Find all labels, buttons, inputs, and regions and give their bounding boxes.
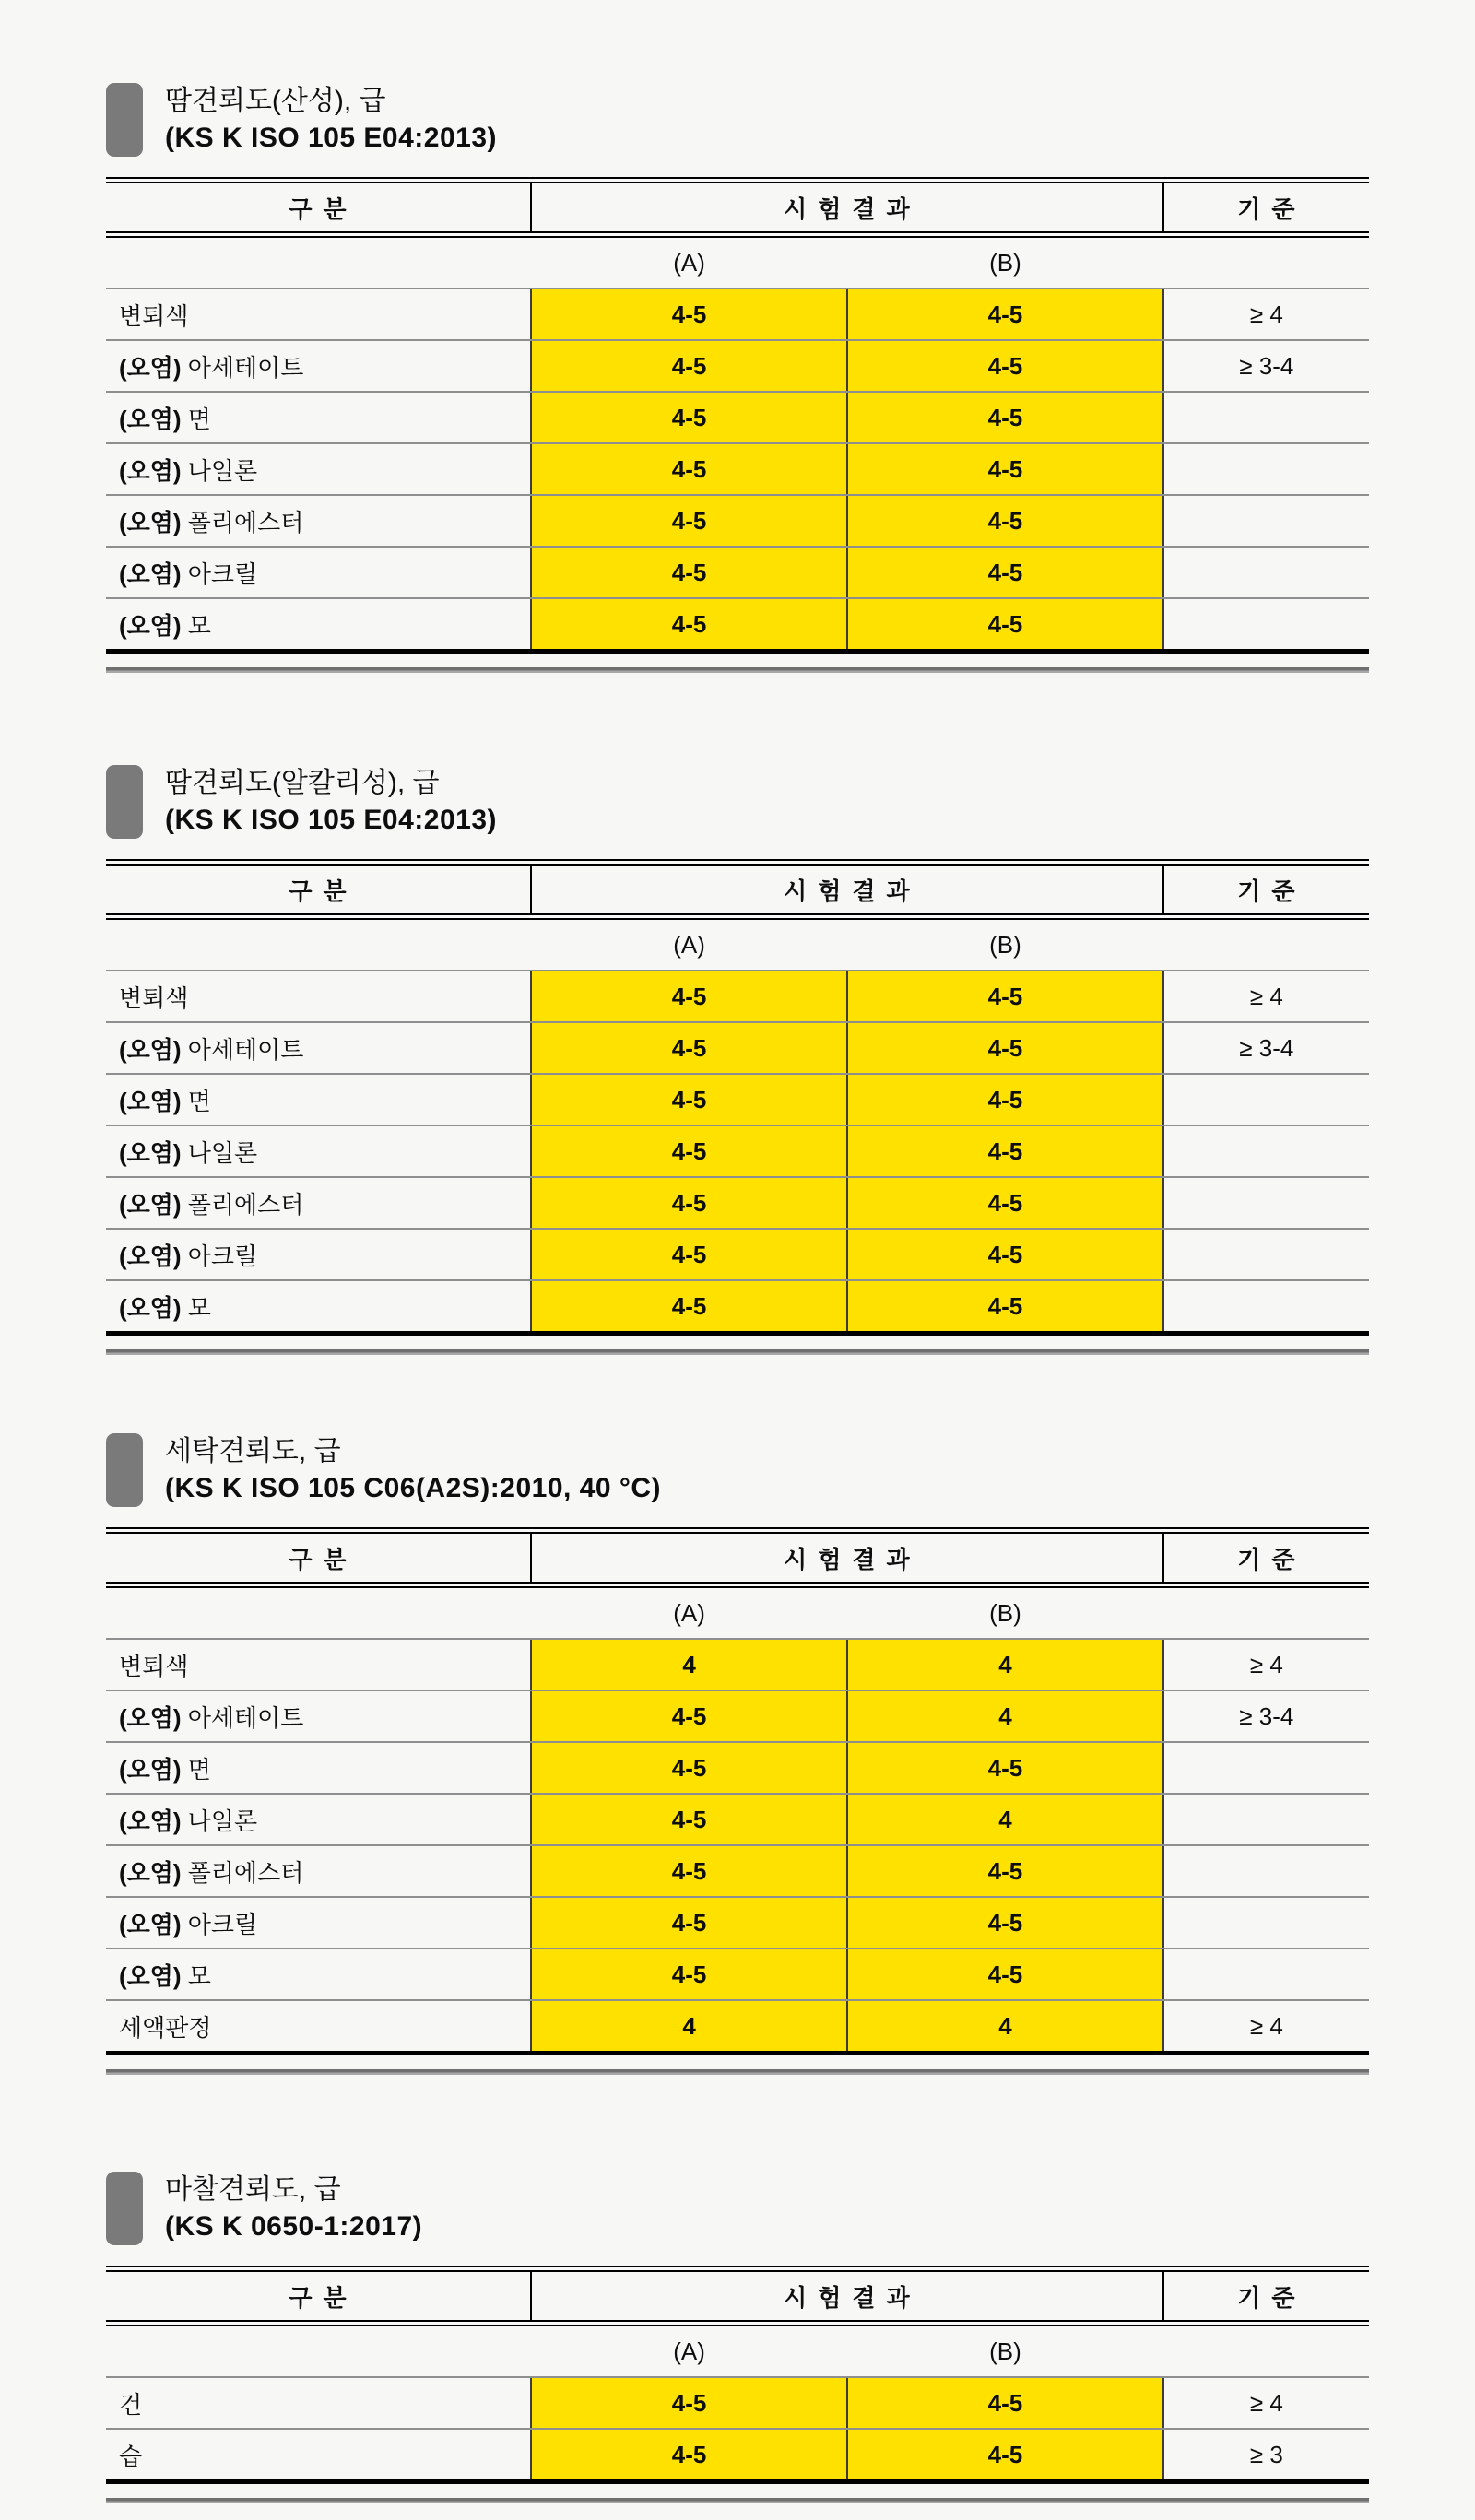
row-label — [106, 1229, 531, 1280]
result-a-cell: 4 — [531, 1639, 847, 1690]
section-title: 마찰견뢰도, 급 — [165, 2174, 341, 2205]
result-b-cell: 4-5 — [847, 1229, 1163, 1280]
section-washing-fastness — [106, 1355, 1369, 2075]
result-b-cell: 4-5 — [847, 1742, 1163, 1794]
row-label-name: 나일론 — [187, 456, 258, 485]
result-a-cell: 4-5 — [531, 1897, 847, 1949]
section-bottom-rule — [106, 2498, 1369, 2503]
subheader-specimen-b: (B) — [847, 235, 1163, 289]
row-label-name: 모 — [187, 611, 211, 640]
row-label-name: 아크릴 — [187, 1242, 258, 1270]
section-rubbing-fastness — [106, 2075, 1369, 2503]
section-title-block — [106, 765, 1369, 839]
subheader-empty — [106, 235, 531, 289]
result-a-cell: 4-5 — [531, 1125, 847, 1177]
criteria-cell: ≥ 4 — [1163, 2377, 1369, 2429]
table-row — [106, 289, 1369, 340]
criteria-cell: ≥ 4 — [1163, 289, 1369, 340]
row-label-prefix: (오염) — [119, 353, 188, 382]
section-title: 땀견뢰도(알칼리성), 급 — [165, 768, 440, 798]
row-label — [106, 1690, 531, 1742]
criteria-cell — [1163, 443, 1369, 495]
criteria-cell — [1163, 1742, 1369, 1794]
table-row — [106, 1074, 1369, 1125]
result-b-cell: 4 — [847, 1639, 1163, 1690]
subheader-empty — [1163, 2324, 1369, 2378]
result-a-cell: 4-5 — [531, 443, 847, 495]
result-b-cell: 4-5 — [847, 1949, 1163, 2000]
criteria-cell: ≥ 3 — [1163, 2429, 1369, 2482]
criteria-cell — [1163, 1794, 1369, 1845]
table-row — [106, 1742, 1369, 1794]
criteria-cell — [1163, 1949, 1369, 2000]
row-label — [106, 1074, 531, 1125]
result-table — [106, 859, 1369, 1336]
subheader-specimen-b: (B) — [847, 917, 1163, 971]
row-label-prefix: (오염) — [119, 611, 188, 640]
table-row — [106, 495, 1369, 547]
table-subheader-row — [106, 1585, 1369, 1640]
result-a-cell: 4-5 — [531, 392, 847, 443]
subheader-empty — [106, 2324, 531, 2378]
row-label — [106, 1125, 531, 1177]
result-b-cell: 4-5 — [847, 289, 1163, 340]
criteria-cell — [1163, 1280, 1369, 1334]
subheader-specimen-a: (A) — [531, 1585, 847, 1640]
table-row — [106, 598, 1369, 652]
col-header-criteria: 기준 — [1163, 181, 1369, 235]
subheader-specimen-b: (B) — [847, 2324, 1163, 2378]
result-b-cell: 4-5 — [847, 1280, 1163, 1334]
criteria-cell — [1163, 1897, 1369, 1949]
row-label-prefix: (오염) — [119, 1858, 188, 1887]
subheader-specimen-a: (A) — [531, 235, 847, 289]
table-row — [106, 1690, 1369, 1742]
row-label — [106, 1897, 531, 1949]
row-label-name: 나일론 — [187, 1807, 258, 1835]
col-header-criteria: 기준 — [1163, 2269, 1369, 2324]
result-a-cell: 4-5 — [531, 1022, 847, 1074]
row-label-prefix: (오염) — [119, 456, 188, 485]
subheader-empty — [106, 917, 531, 971]
section-marker — [106, 1433, 143, 1507]
row-label-name: 폴리에스터 — [187, 1190, 304, 1219]
row-label — [106, 495, 531, 547]
row-label — [106, 1794, 531, 1845]
result-table — [106, 177, 1369, 654]
row-label — [106, 1742, 531, 1794]
result-b-cell: 4-5 — [847, 392, 1163, 443]
row-label-name: 변퇴색 — [119, 983, 189, 1012]
section-title-block — [106, 2172, 1369, 2245]
table-row — [106, 1794, 1369, 1845]
result-a-cell: 4-5 — [531, 1229, 847, 1280]
row-label — [106, 443, 531, 495]
result-b-cell: 4-5 — [847, 547, 1163, 598]
result-a-cell: 4-5 — [531, 1794, 847, 1845]
row-label — [106, 1022, 531, 1074]
table-row — [106, 1949, 1369, 2000]
criteria-cell — [1163, 598, 1369, 652]
result-b-cell: 4-5 — [847, 2429, 1163, 2482]
col-header-criteria: 기준 — [1163, 863, 1369, 917]
criteria-cell: ≥ 4 — [1163, 1639, 1369, 1690]
criteria-cell — [1163, 1845, 1369, 1897]
table-row — [106, 1897, 1369, 1949]
section-standard: (KS K ISO 105 C06(A2S):2010, 40 °C) — [165, 1473, 662, 1503]
table-row — [106, 2429, 1369, 2482]
table-subheader-row — [106, 235, 1369, 289]
result-a-cell: 4-5 — [531, 971, 847, 1022]
table-row — [106, 1229, 1369, 1280]
row-label-name: 나일론 — [187, 1138, 258, 1167]
row-label-name: 모 — [187, 1961, 211, 1990]
result-b-cell: 4-5 — [847, 1022, 1163, 1074]
result-b-cell: 4-5 — [847, 1125, 1163, 1177]
criteria-cell — [1163, 1074, 1369, 1125]
row-label — [106, 1280, 531, 1334]
row-label — [106, 2000, 531, 2054]
result-b-cell: 4 — [847, 2000, 1163, 2054]
row-label — [106, 1177, 531, 1229]
row-label — [106, 2377, 531, 2429]
row-label-name: 면 — [187, 1087, 211, 1115]
table-row — [106, 1845, 1369, 1897]
row-label-name: 아세테이트 — [187, 1703, 304, 1732]
row-label-name: 아크릴 — [187, 1910, 258, 1938]
col-header-category: 구분 — [106, 863, 531, 917]
result-b-cell: 4 — [847, 1690, 1163, 1742]
table-row — [106, 1022, 1369, 1074]
table-header-row — [106, 2269, 1369, 2324]
row-label-name: 아세테이트 — [187, 1035, 304, 1064]
col-header-result: 시험결과 — [531, 181, 1163, 235]
col-header-result: 시험결과 — [531, 863, 1163, 917]
table-subheader-row — [106, 917, 1369, 971]
result-b-cell: 4 — [847, 1794, 1163, 1845]
result-a-cell: 4-5 — [531, 2429, 847, 2482]
table-row — [106, 547, 1369, 598]
result-b-cell: 4-5 — [847, 1177, 1163, 1229]
result-b-cell: 4-5 — [847, 2377, 1163, 2429]
col-header-result: 시험결과 — [531, 1531, 1163, 1585]
row-label-prefix: (오염) — [119, 1703, 188, 1732]
result-b-cell: 4-5 — [847, 971, 1163, 1022]
result-a-cell: 4-5 — [531, 2377, 847, 2429]
section-standard: (KS K 0650-1:2017) — [165, 2211, 423, 2242]
row-label — [106, 1949, 531, 2000]
row-label — [106, 2429, 531, 2482]
section-standard: (KS K ISO 105 E04:2013) — [165, 123, 498, 153]
row-label — [106, 971, 531, 1022]
subheader-empty — [1163, 1585, 1369, 1640]
result-a-cell: 4-5 — [531, 1280, 847, 1334]
result-a-cell: 4-5 — [531, 1742, 847, 1794]
subheader-specimen-b: (B) — [847, 1585, 1163, 1640]
subheader-empty — [106, 1585, 531, 1640]
criteria-cell: ≥ 4 — [1163, 971, 1369, 1022]
section-title-block — [106, 83, 1369, 157]
result-a-cell: 4-5 — [531, 547, 847, 598]
row-label-prefix: (오염) — [119, 1242, 188, 1270]
result-b-cell: 4-5 — [847, 443, 1163, 495]
result-a-cell: 4-5 — [531, 1845, 847, 1897]
result-a-cell: 4-5 — [531, 1949, 847, 2000]
row-label — [106, 392, 531, 443]
section-marker — [106, 2172, 143, 2245]
criteria-cell: ≥ 3-4 — [1163, 340, 1369, 392]
col-header-criteria: 기준 — [1163, 1531, 1369, 1585]
table-row — [106, 443, 1369, 495]
row-label — [106, 340, 531, 392]
result-a-cell: 4-5 — [531, 340, 847, 392]
table-row — [106, 1639, 1369, 1690]
criteria-cell: ≥ 3-4 — [1163, 1690, 1369, 1742]
table-row — [106, 1280, 1369, 1334]
row-label-name: 건 — [119, 2390, 143, 2419]
row-label-prefix: (오염) — [119, 1190, 188, 1219]
row-label — [106, 1845, 531, 1897]
result-a-cell: 4-5 — [531, 289, 847, 340]
table-header-row — [106, 863, 1369, 917]
row-label-name: 모 — [187, 1293, 211, 1322]
col-header-category: 구분 — [106, 1531, 531, 1585]
result-a-cell: 4-5 — [531, 1177, 847, 1229]
row-label-prefix: (오염) — [119, 1961, 188, 1990]
row-label — [106, 547, 531, 598]
result-a-cell: 4-5 — [531, 1690, 847, 1742]
result-b-cell: 4-5 — [847, 1845, 1163, 1897]
result-a-cell: 4-5 — [531, 598, 847, 652]
row-label-name: 면 — [187, 405, 211, 433]
col-header-category: 구분 — [106, 2269, 531, 2324]
row-label-prefix: (오염) — [119, 1087, 188, 1115]
result-b-cell: 4-5 — [847, 1074, 1163, 1125]
criteria-cell — [1163, 1229, 1369, 1280]
subheader-empty — [1163, 917, 1369, 971]
criteria-cell — [1163, 547, 1369, 598]
table-row — [106, 1125, 1369, 1177]
section-title: 땀견뢰도(산성), 급 — [165, 86, 386, 116]
result-table — [106, 2266, 1369, 2484]
row-label-prefix: (오염) — [119, 559, 188, 588]
result-b-cell: 4-5 — [847, 495, 1163, 547]
section-perspiration-acid — [106, 0, 1369, 673]
result-table — [106, 1527, 1369, 2055]
table-row — [106, 2000, 1369, 2054]
result-a-cell: 4-5 — [531, 1074, 847, 1125]
section-perspiration-alkaline — [106, 673, 1369, 1355]
section-standard: (KS K ISO 105 E04:2013) — [165, 805, 498, 835]
row-label-prefix: (오염) — [119, 1293, 188, 1322]
row-label-prefix: (오염) — [119, 1035, 188, 1064]
row-label-prefix: (오염) — [119, 1807, 188, 1835]
result-a-cell: 4 — [531, 2000, 847, 2054]
section-title: 세탁견뢰도, 급 — [165, 1436, 341, 1466]
row-label-name: 변퇴색 — [119, 1652, 189, 1680]
table-row — [106, 971, 1369, 1022]
row-label-prefix: (오염) — [119, 405, 188, 433]
row-label-name: 폴리에스터 — [187, 1858, 304, 1887]
row-label-name: 세액판정 — [119, 2013, 212, 2042]
subheader-specimen-a: (A) — [531, 917, 847, 971]
table-header-row — [106, 181, 1369, 235]
result-b-cell: 4-5 — [847, 1897, 1163, 1949]
table-row — [106, 340, 1369, 392]
row-label-name: 면 — [187, 1755, 211, 1784]
subheader-empty — [1163, 235, 1369, 289]
row-label-prefix: (오염) — [119, 508, 188, 536]
row-label-name: 폴리에스터 — [187, 508, 304, 536]
section-marker — [106, 765, 143, 839]
row-label-prefix: (오염) — [119, 1910, 188, 1938]
criteria-cell — [1163, 1177, 1369, 1229]
result-b-cell: 4-5 — [847, 340, 1163, 392]
table-row — [106, 392, 1369, 443]
row-label — [106, 598, 531, 652]
row-label-prefix: (오염) — [119, 1755, 188, 1784]
section-title-block — [106, 1433, 1369, 1507]
table-row — [106, 1177, 1369, 1229]
criteria-cell: ≥ 3-4 — [1163, 1022, 1369, 1074]
col-header-result: 시험결과 — [531, 2269, 1163, 2324]
criteria-cell — [1163, 1125, 1369, 1177]
section-marker — [106, 83, 143, 157]
row-label-name: 변퇴색 — [119, 301, 189, 330]
table-row — [106, 2377, 1369, 2429]
row-label-name: 아크릴 — [187, 559, 258, 588]
subheader-specimen-a: (A) — [531, 2324, 847, 2378]
row-label — [106, 289, 531, 340]
criteria-cell — [1163, 495, 1369, 547]
col-header-category: 구분 — [106, 181, 531, 235]
row-label-name: 습 — [119, 2442, 143, 2470]
table-subheader-row — [106, 2324, 1369, 2378]
criteria-cell: ≥ 4 — [1163, 2000, 1369, 2054]
table-header-row — [106, 1531, 1369, 1585]
row-label-prefix: (오염) — [119, 1138, 188, 1167]
result-b-cell: 4-5 — [847, 598, 1163, 652]
row-label — [106, 1639, 531, 1690]
result-a-cell: 4-5 — [531, 495, 847, 547]
row-label-name: 아세테이트 — [187, 353, 304, 382]
criteria-cell — [1163, 392, 1369, 443]
